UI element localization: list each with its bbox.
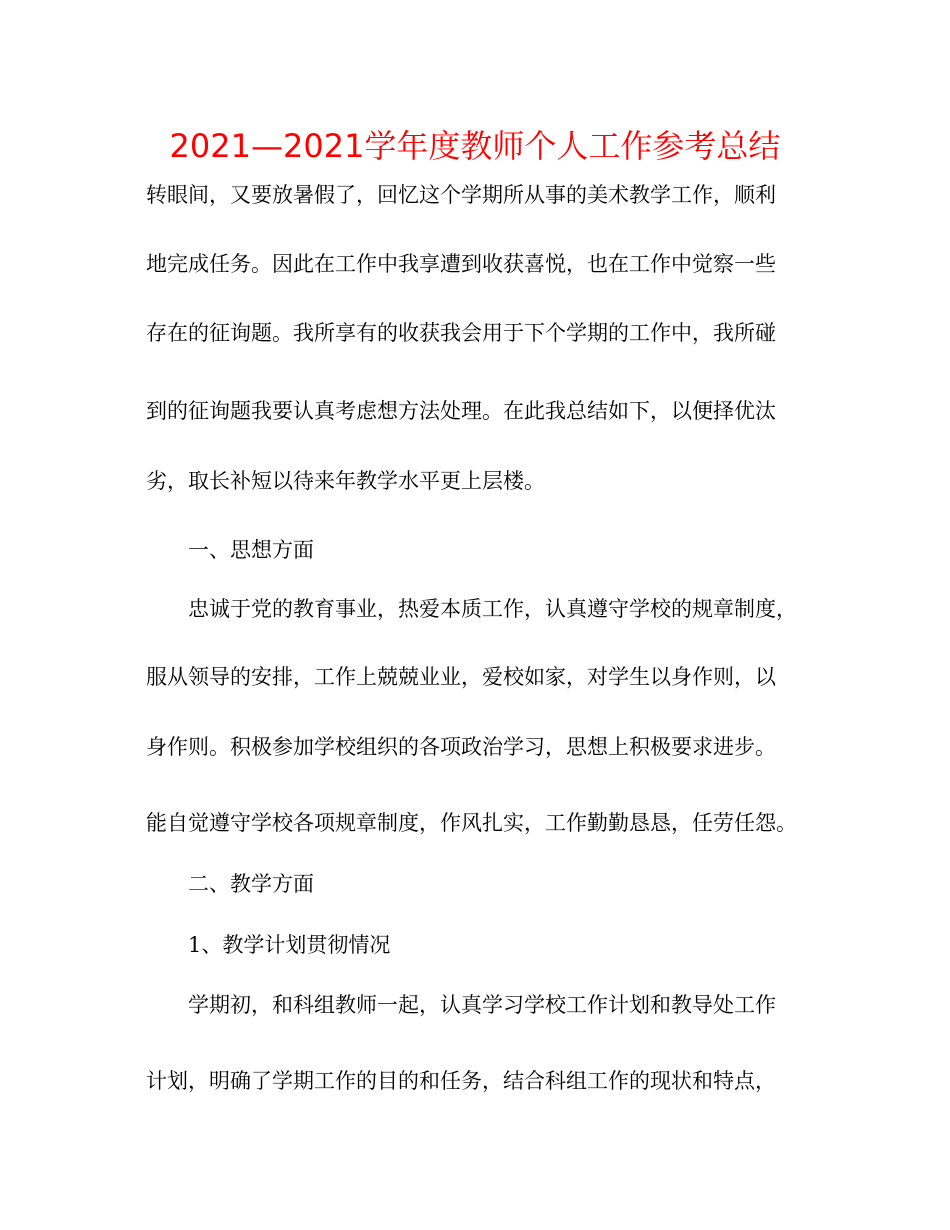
document-title: 2021—2021学年度教师个人工作参考总结: [169, 127, 781, 165]
paragraph-line: 忠诚于党的教育事业，热爱本质工作，认真遵守学校的规章制度，: [188, 597, 797, 621]
paragraph-line: 到的征询题我要认真考虑想方法处理。在此我总结如下，以便择优汰: [146, 399, 776, 423]
section-heading: 二、教学方面: [188, 872, 314, 896]
paragraph-line: 计划，明确了学期工作的目的和任务，结合科组工作的现状和特点，: [146, 1069, 776, 1093]
paragraph-line: 身作则。积极参加学校组织的各项政治学习，思想上积极要求进步。: [146, 735, 776, 759]
paragraph-line: 学期初，和科组教师一起，认真学习学校工作计划和教导处工作: [188, 993, 776, 1017]
paragraph-line: 能自觉遵守学校各项规章制度，作风扎实，工作勤勤恳恳，任劳任怨。: [146, 811, 797, 835]
paragraph-line: 转眼间，又要放暑假了，回忆这个学期所从事的美术教学工作，顺利: [146, 183, 776, 207]
paragraph-line: 劣，取长补短以待来年教学水平更上层楼。: [146, 469, 545, 493]
section-heading: 一、思想方面: [188, 538, 314, 562]
paragraph-line: 地完成任务。因此在工作中我享遭到收获喜悦，也在工作中觉察一些: [146, 252, 776, 276]
paragraph-line: 服从领导的安排，工作上兢兢业业，爱校如家，对学生以身作则，以: [146, 665, 776, 689]
paragraph-line: 存在的征询题。我所享有的收获我会用于下个学期的工作中，我所碰: [146, 321, 776, 345]
subsection-heading: 1、教学计划贯彻情况: [188, 933, 391, 957]
